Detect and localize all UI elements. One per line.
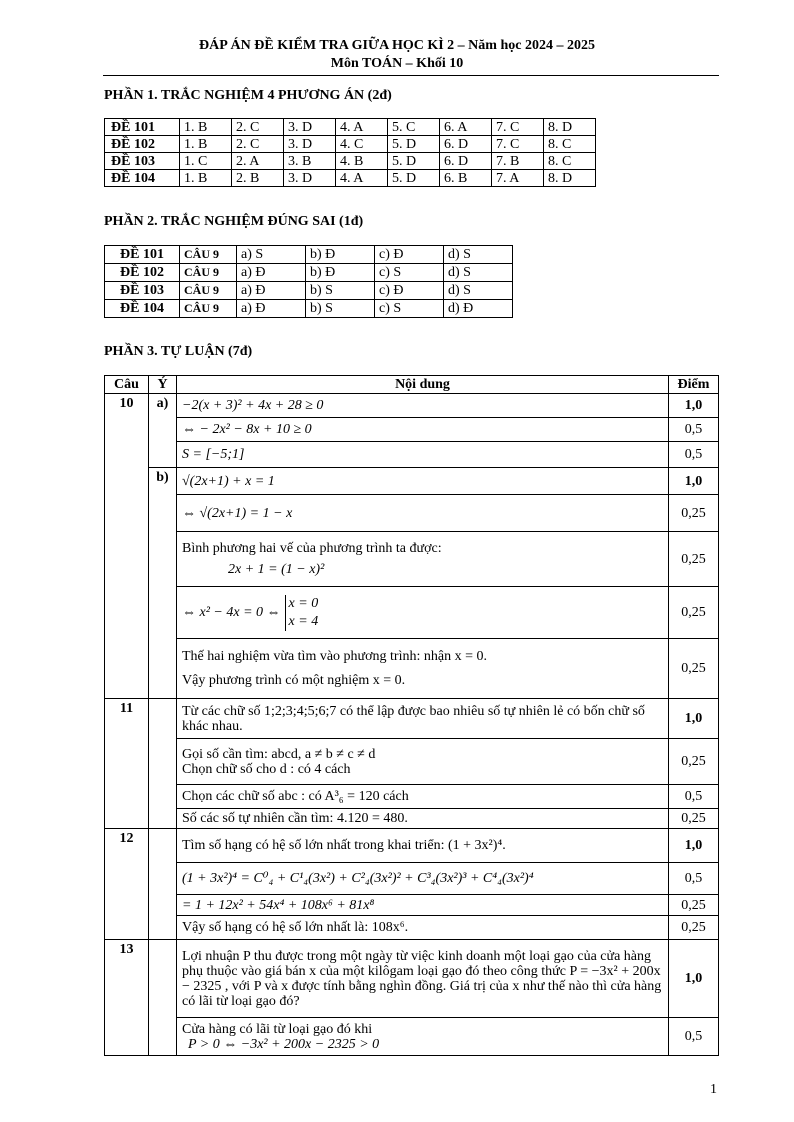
table-row: [105, 940, 719, 1018]
q10b-line3: [177, 532, 669, 587]
q11-point4: 0,25: [669, 809, 719, 829]
q13-y-cell: [149, 940, 177, 1056]
q10b-point1: 1,0: [669, 468, 719, 495]
answer-cell: 7. B: [492, 153, 544, 170]
answer-cell: 8. C: [544, 153, 596, 170]
answer-cell: 5. D: [388, 136, 440, 153]
q11-point2: 0,25: [669, 739, 719, 785]
col-y-header: Ý: [149, 376, 177, 394]
q12-point4: 0,25: [669, 916, 719, 940]
q13-line1: Lợi nhuận P thu được trong một ngày từ việc kinh doanh một loại gạo của cửa hàng phụ thuộc vào giá bán x của một kilôgam loại gạo đó theo công thức P = −3x² + 200x − 2325 , với P và x được tính bằng nghìn đồng. Giá trị của x như thế nào thì cửa hàng có lãi từ loại gạo đó?: [177, 940, 669, 1018]
q10a-point1: 1,0: [669, 394, 719, 418]
question-label: CÂU 9: [180, 264, 237, 282]
table-row: [105, 300, 513, 318]
table-row: [105, 394, 719, 418]
q11-line2a: Gọi số cần tìm: abcd, a ≠ b ≠ c ≠ d: [182, 746, 376, 762]
answer-cell: 5. D: [388, 170, 440, 187]
q11-point1: 1,0: [669, 699, 719, 739]
q10b-point4: 0,25: [669, 587, 719, 639]
col-cau-header: Câu: [105, 376, 149, 394]
q10b-point2: 0,25: [669, 495, 719, 532]
q10b-line5: [177, 639, 669, 699]
q10a-line1: −2(x + 3)² + 4x + 28 ≥ 0: [177, 394, 669, 418]
answer-cell: 1. B: [180, 136, 232, 153]
answer-cell: d) S: [444, 264, 513, 282]
q10b-line5a: Thế hai nghiệm vừa tìm vào phương trình: nhận x = 0.: [182, 649, 487, 664]
table-row: [105, 442, 719, 468]
answer-cell: 6. D: [440, 136, 492, 153]
q13-point1: 1,0: [669, 940, 719, 1018]
q10b-system-bracket: [285, 595, 319, 631]
answer-cell: 3. D: [284, 119, 336, 136]
q12-line4: Vậy số hạng có hệ số lớn nhất là: 108x⁶.: [177, 916, 669, 940]
page-number: 1: [710, 1082, 717, 1097]
question-label: CÂU 9: [180, 300, 237, 318]
answer-cell: 5. C: [388, 119, 440, 136]
question-label: CÂU 9: [180, 282, 237, 300]
q13-line2a: Cửa hàng có lãi từ loại gạo đó khi: [182, 1021, 373, 1037]
q12-line3: = 1 + 12x² + 54x⁴ + 108x⁶ + 81x⁸: [177, 895, 669, 916]
part3-heading: PHẦN 3. TỰ LUẬN (7đ): [104, 344, 253, 359]
answer-cell: c) S: [375, 264, 444, 282]
answer-cell: 1. C: [180, 153, 232, 170]
answer-cell: 7. A: [492, 170, 544, 187]
answer-cell: 1. B: [180, 119, 232, 136]
answer-cell: d) S: [444, 246, 513, 264]
table-row: [105, 468, 719, 495]
q12-point1: 1,0: [669, 829, 719, 863]
q12-line2: (1 + 3x²)⁴ = C⁰₄ + C¹₄(3x²) + C²₄(3x²)² + C³₄(3x²)³ + C⁴₄(3x²)⁴: [177, 863, 669, 895]
doc-title-line2: Môn TOÁN – Khối 10: [330, 56, 464, 71]
table-row: [105, 246, 513, 264]
q10a-point3: 0,5: [669, 442, 719, 468]
table-row: [105, 587, 719, 639]
table-row: [105, 639, 719, 699]
table-row: [105, 170, 596, 187]
answer-cell: 7. C: [492, 119, 544, 136]
answer-cell: 8. C: [544, 136, 596, 153]
q11-line4: Số các số tự nhiên cần tìm: 4.120 = 480.: [177, 809, 669, 829]
answer-cell: d) S: [444, 282, 513, 300]
de-code: ĐỀ 103: [105, 153, 180, 170]
q13-point2: 0,5: [669, 1018, 719, 1056]
table-row: [105, 119, 596, 136]
q13-line2: [177, 1018, 669, 1056]
q11-y-cell: [149, 699, 177, 829]
answer-cell: d) Đ: [444, 300, 513, 318]
de-code: ĐỀ 102: [105, 264, 180, 282]
answer-cell: 2. C: [232, 136, 284, 153]
de-code: ĐỀ 101: [105, 119, 180, 136]
q12-number: 12: [105, 829, 149, 940]
answer-cell: 3. D: [284, 136, 336, 153]
de-code: ĐỀ 103: [105, 282, 180, 300]
de-code: ĐỀ 102: [105, 136, 180, 153]
q10b-line3b: 2x + 1 = (1 − x)²: [228, 562, 325, 577]
part2-table: [104, 245, 513, 318]
answer-cell: 2. A: [232, 153, 284, 170]
table-row: [105, 136, 596, 153]
q13-number: 13: [105, 940, 149, 1056]
answer-cell: 3. B: [284, 153, 336, 170]
part1-heading: PHẦN 1. TRẮC NGHIỆM 4 PHƯƠNG ÁN (2đ): [104, 88, 392, 103]
part3-header-row: [105, 376, 719, 394]
answer-cell: 4. C: [336, 136, 388, 153]
q10b-line1: √(2x+1) + x = 1: [177, 468, 669, 495]
answer-cell: c) Đ: [375, 282, 444, 300]
answer-cell: a) Đ: [237, 264, 306, 282]
answer-cell: a) Đ: [237, 300, 306, 318]
answer-cell: 6. B: [440, 170, 492, 187]
q10b-point5: 0,25: [669, 639, 719, 699]
table-row: [105, 916, 719, 940]
q10a-line3: S = [−5;1]: [177, 442, 669, 468]
q12-point2: 0,5: [669, 863, 719, 895]
q10b-line5b: Vậy phương trình có một nghiệm x = 0.: [182, 673, 406, 688]
table-row: [105, 264, 513, 282]
q10b-line4: [177, 587, 669, 639]
q10a-label: a): [149, 394, 177, 468]
answer-cell: a) S: [237, 246, 306, 264]
answer-cell: b) S: [306, 300, 375, 318]
q11-line3: Chọn các chữ số abc : có A³₆ = 120 cách: [177, 785, 669, 809]
answer-cell: b) Đ: [306, 246, 375, 264]
table-row: [105, 895, 719, 916]
q10b-line3a: Bình phương hai vế của phương trình ta được:: [182, 541, 442, 556]
part3-table: [104, 375, 719, 1056]
answer-cell: 4. B: [336, 153, 388, 170]
table-row: [105, 418, 719, 442]
header-rule: [103, 75, 719, 76]
q10a-point2: 0,5: [669, 418, 719, 442]
table-row: [105, 863, 719, 895]
table-row: [105, 532, 719, 587]
answer-cell: 3. D: [284, 170, 336, 187]
q11-point3: 0,5: [669, 785, 719, 809]
table-row: [105, 829, 719, 863]
q10b-line2: ⇔ √(2x+1) = 1 − x: [177, 495, 669, 532]
answer-cell: c) S: [375, 300, 444, 318]
q13-line2b: P > 0 ⇔ −3x² + 200x − 2325 > 0: [188, 1036, 380, 1052]
de-code: ĐỀ 101: [105, 246, 180, 264]
table-row: [105, 785, 719, 809]
answer-cell: 8. D: [544, 119, 596, 136]
col-diem-header: Điểm: [669, 376, 719, 394]
doc-title-line1: ĐÁP ÁN ĐỀ KIỂM TRA GIỮA HỌC KÌ 2 – Năm học 2024 – 2025: [199, 38, 595, 53]
q10b-label: b): [149, 468, 177, 699]
answer-cell: 2. C: [232, 119, 284, 136]
q11-line1: Từ các chữ số 1;2;3;4;5;6;7 có thể lập được bao nhiêu số tự nhiên lẻ có bốn chữ số khác nhau.: [177, 699, 669, 739]
table-row: [105, 1018, 719, 1056]
part1-table: [104, 118, 596, 187]
de-code: ĐỀ 104: [105, 170, 180, 187]
q11-number: 11: [105, 699, 149, 829]
answer-cell: c) Đ: [375, 246, 444, 264]
de-code: ĐỀ 104: [105, 300, 180, 318]
col-noidung-header: Nội dung: [177, 376, 669, 394]
answer-cell: 2. B: [232, 170, 284, 187]
answer-cell: 6. A: [440, 119, 492, 136]
q12-y-cell: [149, 829, 177, 940]
answer-cell: 4. A: [336, 170, 388, 187]
answer-cell: 5. D: [388, 153, 440, 170]
q10b-point3: 0,25: [669, 532, 719, 587]
q10b-line4c: x = 4: [288, 613, 319, 629]
answer-cell: 7. C: [492, 136, 544, 153]
table-row: [105, 282, 513, 300]
q12-line1: Tìm số hạng có hệ số lớn nhất trong khai triển: (1 + 3x²)⁴.: [177, 829, 669, 863]
q10a-line2: ⇔ − 2x² − 8x + 10 ≥ 0: [177, 418, 669, 442]
table-row: [105, 699, 719, 739]
table-row: [105, 153, 596, 170]
q11-line2b: Chọn chữ số cho d : có 4 cách: [182, 761, 351, 777]
q11-line2: [177, 739, 669, 785]
answer-cell: 8. D: [544, 170, 596, 187]
table-row: [105, 739, 719, 785]
q12-point3: 0,25: [669, 895, 719, 916]
answer-cell: b) Đ: [306, 264, 375, 282]
question-label: CÂU 9: [180, 246, 237, 264]
answer-cell: b) S: [306, 282, 375, 300]
q10b-line4b: x = 0: [288, 595, 319, 611]
part2-heading: PHẦN 2. TRẮC NGHIỆM ĐÚNG SAI (1đ): [104, 214, 364, 229]
q10-number: 10: [105, 394, 149, 699]
table-row: [105, 809, 719, 829]
answer-cell: a) Đ: [237, 282, 306, 300]
table-row: [105, 495, 719, 532]
answer-cell: 6. D: [440, 153, 492, 170]
answer-cell: 1. B: [180, 170, 232, 187]
q10b-line4a: ⇔ x² − 4x = 0 ⇔: [182, 605, 281, 620]
answer-cell: 4. A: [336, 119, 388, 136]
